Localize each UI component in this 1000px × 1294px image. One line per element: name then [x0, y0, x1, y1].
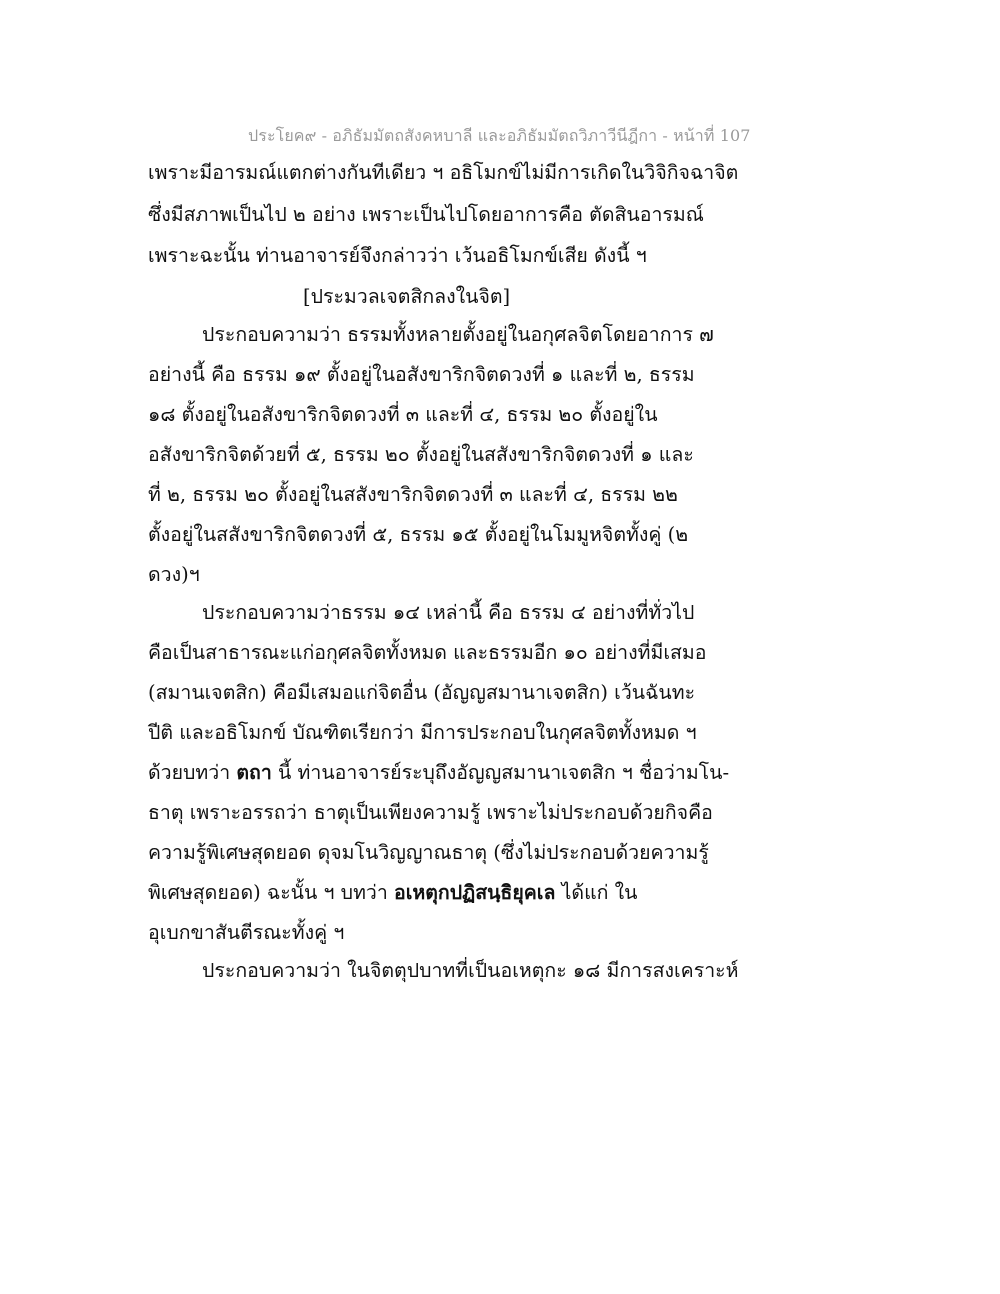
text-line: คือเป็นสาธารณะแก่อกุศลจิตทั้งหมด และธรรมอีก ๑๐ อย่างที่มีเสมอ — [148, 641, 707, 664]
text-line: เพราะมีอารมณ์แตกต่างกันทีเดียว ฯ อธิโมกข์ไม่มีการเกิดในวิจิกิจฉาจิต — [148, 161, 739, 184]
text-line: อสังขาริกจิตด้วยที่ ๕, ธรรม ๒๐ ตั้งอยู่ในสสังขาริกจิตดวงที่ ๑ และ — [148, 443, 694, 466]
section-heading: [ประมวลเจตสิกลงในจิต] — [303, 285, 511, 308]
text-line: ประกอบความว่า ในจิตตุปบาทที่เป็นอเหตุกะ ๑๘ มีการสงเคราะห์ — [202, 959, 739, 982]
text-line: อย่างนี้ คือ ธรรม ๑๙ ตั้งอยู่ในอสังขาริกจิตดวงที่ ๑ และที่ ๒, ธรรม — [148, 363, 695, 386]
text-segment: พิเศษสุดยอด) ฉะนั้น ฯ บทว่า — [148, 881, 395, 904]
bold-term: อเหตุกปฏิสนฺธิยุคเล — [394, 881, 556, 904]
text-line: ที่ ๒, ธรรม ๒๐ ตั้งอยู่ในสสังขาริกจิตดวงที่ ๓ และที่ ๔, ธรรม ๒๒ — [148, 483, 678, 506]
text-line: ประกอบความว่า ธรรมทั้งหลายตั้งอยู่ในอกุศลจิตโดยอาการ ๗ — [202, 323, 714, 346]
text-line: ตั้งอยู่ในสสังขาริกจิตดวงที่ ๕, ธรรม ๑๕ ตั้งอยู่ในโมมูหจิตทั้งคู่ (๒ — [148, 523, 689, 546]
bold-term: ตถา — [236, 761, 272, 784]
text-line: (สมานเจตสิก) คือมีเสมอแก่จิตอื่น (อัญญสมานาเจตสิก) เว้นฉันทะ — [148, 681, 696, 704]
text-line: เพราะฉะนั้น ท่านอาจารย์จึงกล่าวว่า เว้นอธิโมกข์เสีย ดังนี้ ฯ — [148, 244, 647, 267]
text-line: ปีติ และอธิโมกข์ บัณฑิตเรียกว่า มีการประกอบในกุศลจิตทั้งหมด ฯ — [148, 721, 697, 744]
text-segment: ได้แก่ ใน — [555, 881, 638, 904]
text-line: ๑๘ ตั้งอยู่ในอสังขาริกจิตดวงที่ ๓ และที่ ๔, ธรรม ๒๐ ตั้งอยู่ใน — [148, 403, 658, 426]
text-segment: นี้ ท่านอาจารย์ระบุถึงอัญญสมานาเจตสิก ฯ ชื่อว่ามโน- — [271, 761, 730, 784]
text-line: ความรู้พิเศษสุดยอด ดุจมโนวิญญาณธาตุ (ซึ่งไม่ประกอบด้วยความรู้ — [148, 841, 709, 864]
text-line — [148, 880, 638, 906]
text-line: อุเบกขาสันตีรณะทั้งคู่ ฯ — [148, 921, 345, 944]
text-line: ประกอบความว่าธรรม ๑๔ เหล่านี้ คือ ธรรม ๔ อย่างที่ทั่วไป — [202, 601, 695, 624]
text-line: ธาตุ เพราะอรรถว่า ธาตุเป็นเพียงความรู้ เพราะไม่ประกอบด้วยกิจคือ — [148, 801, 713, 824]
text-line: ดวง)ฯ — [148, 563, 200, 586]
text-segment: ด้วยบทว่า — [148, 761, 237, 784]
text-line — [148, 760, 729, 786]
text-line: ซึ่งมีสภาพเป็นไป ๒ อย่าง เพราะเป็นไปโดยอาการคือ ตัดสินอารมณ์ — [148, 203, 704, 226]
running-header: ประโยค๙ - อภิธัมมัตถสังคหบาลี และอภิธัมมัตถวิภาวีนีฎีกา - หน้าที่ 107 — [248, 126, 751, 145]
